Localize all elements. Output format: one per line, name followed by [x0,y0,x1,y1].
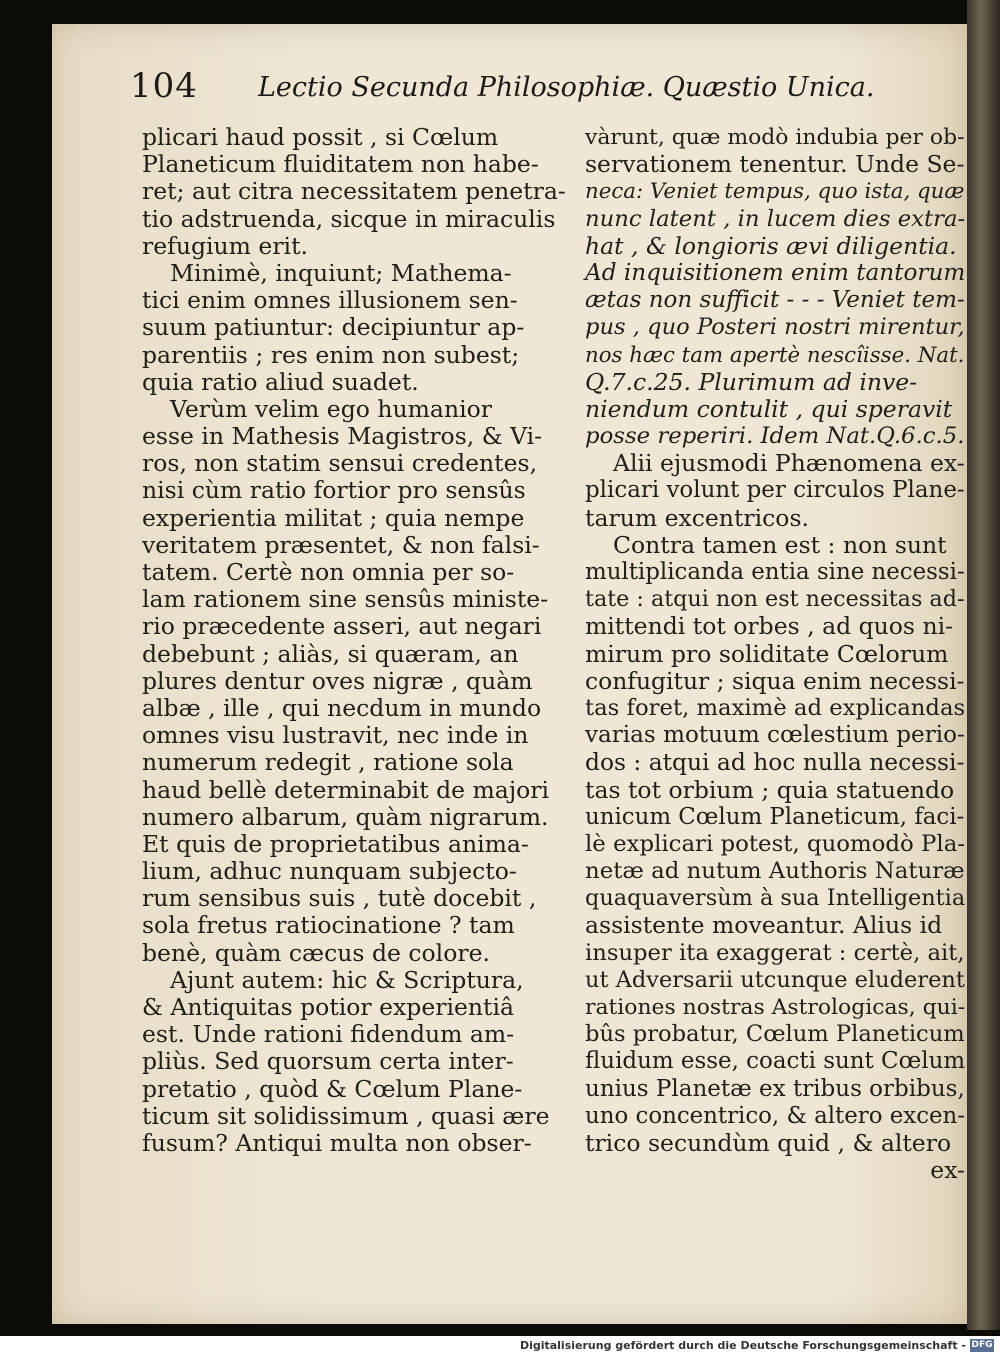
text-line: ticum sit solidissimum , quasi ære [142,1101,550,1130]
text-line: omnes visu lustravit, nec inde in [142,721,529,750]
text-line: unicum Cœlum Planeticum, faci- [585,803,965,830]
text-line: Q.7.c.25. Plurimum ad inve- [585,367,918,396]
dfg-logo: DFG [971,1340,993,1350]
text-line: mirum pro soliditate Cœlorum [585,639,949,668]
text-line: nunc latent , in lucem dies extra- [585,205,966,232]
text-line: nisi cùm ratio fortior pro sensûs [142,476,526,505]
left-text-column [142,124,567,1157]
footer-credit: Digitalisierung gefördert durch die Deutsche Forschungsgemeinschaft - [519,1339,966,1352]
text-line: nos hæc tam apertè nescîisse. Nat. [585,342,965,368]
text-line: refugium erit. [142,231,308,260]
text-line: tarum excentricos. [585,503,809,532]
text-line: pliùs. Sed quorsum certa inter- [142,1047,514,1076]
text-line: fluidum esse, coacti sunt Cœlum [585,1048,966,1075]
text-line: bûs probatur, Cœlum Planeticum [585,1021,965,1048]
text-line: quaquaversùm à sua Intelligentia [585,885,966,912]
text-line: servationem tenentur. Unde Se- [585,150,965,179]
text-line: numero albarum, quàm nigrarum. [142,802,549,831]
text-line: esse in Mathesis Magistros, & Vi- [142,422,543,451]
right-text-column [585,124,965,1184]
text-line: lam rationem sine sensûs ministe- [142,585,549,614]
text-line: insuper ita exaggerat : certè, ait, [585,939,965,966]
text-line: est. Unde rationi fidendum am- [142,1020,515,1049]
text-line: Contra tamen est : non sunt [613,530,947,559]
text-line: Ad inquisitionem enim tantorum [585,259,966,286]
text-line: parentiis ; res enim non subest; [142,340,520,369]
text-line: plicari haud possit , si Cœlum [142,123,499,151]
text-line: Alii ejusmodi Phænomena ex- [613,449,965,478]
text-line: multiplicanda entia sine necessi- [585,559,965,585]
text-line: ætas non sufficit - - - Veniet tem- [585,287,965,314]
text-line: trico secundùm quid , & altero [585,1128,952,1157]
text-line: tici enim omnes illusionem sen- [142,286,518,315]
text-line: suum patiuntur: decipiuntur ap- [142,313,525,342]
running-title: Lectio Secunda Philosophiæ. Quæstio Unica. [258,72,875,103]
text-line: rum sensibus suis , tutè docebit , [142,884,537,913]
text-line: ros, non statim sensui credentes, [142,449,538,478]
text-line: dos : atqui ad hoc nulla necessi- [585,748,965,777]
text-line: Planeticum fluiditatem non habe- [142,150,539,179]
text-line: lium, adhuc nunquam subjecto- [142,857,517,886]
text-line: fusum? Antiqui multa non obser- [142,1128,532,1157]
text-line: plures dentur oves nigræ , quàm [142,666,533,695]
text-line: pretatio , quòd & Cœlum Plane- [142,1074,523,1103]
text-line: tatem. Certè non omnia per so- [142,558,515,586]
text-line: experientia militat ; quia nempe [142,503,525,532]
text-line: sola fretus ratiocinatione ? tam [142,911,515,940]
text-line: debebunt ; aliàs, si quæram, an [142,639,519,668]
book-spine-edge [967,0,1000,1330]
text-line: Minimè, inquiunt; Mathema- [170,258,512,287]
text-line: Et quis de proprietatibus anima- [142,829,529,858]
text-line: quia ratio aliud suadet. [142,367,419,396]
text-line: plicari volunt per circulos Plane- [585,477,965,504]
text-line: ret; aut citra necessitatem penetra- [142,177,566,206]
digitization-footer [0,1336,1000,1356]
text-line: tate : atqui non est necessitas ad- [585,586,965,613]
text-line: veritatem præsentet, & non falsi- [142,530,540,559]
text-line: ut Adversarii utcunque eluderent [585,966,965,993]
text-line: Ajunt autem: hic & Scriptura, [170,965,524,994]
page-header [130,62,930,112]
text-line: varias motuum cœlestium perio- [585,722,965,749]
text-line: rationes nostras Astrologicas, qui- [585,995,966,1020]
text-line: hat , & longioris ævi diligentia. [585,231,957,260]
text-line: netæ ad nutum Authoris Naturæ [585,858,965,885]
text-line: albæ , ille , qui necdum in mundo [142,693,542,722]
text-line: rio præcedente asseri, aut negari [142,612,542,641]
text-line: tio adstruenda, sicque in miraculis [142,204,556,233]
text-line: assistente moveantur. Alius id [585,911,943,940]
text-line: neca: Veniet tempus, quo ista, quæ [585,179,965,205]
page-number: 104 [130,66,198,106]
text-line: & Antiquitas potior experientiâ [142,993,515,1021]
text-line: pus , quo Posteri nostri mirentur, [585,314,965,341]
text-line: lè explicari potest, quomodò Pla- [585,830,966,857]
text-line: uno concentrico, & altero excen- [585,1102,966,1129]
text-line: tas tot orbium ; quia statuendo [585,775,955,804]
text-line: haud bellè determinabit de majori [142,775,550,804]
text-line: tas foret, maximè ad explicandas [585,694,966,721]
text-line: confugitur ; siqua enim necessi- [585,666,965,695]
text-line: numerum redegit , ratione sola [142,748,514,777]
text-line: posse reperiri. Idem Nat.Q.6.c.5. [585,423,965,450]
text-line: Verùm velim ego humanior [170,394,492,423]
text-line: niendum contulit , qui speravit [585,394,953,423]
text-line: mittendi tot orbes , ad quos ni- [585,612,954,641]
text-line: unius Planetæ ex tribus orbibus, [585,1075,965,1102]
text-line: benè, quàm cæcus de colore. [142,938,490,967]
text-line: vàrunt, quæ modò indubia per ob- [585,125,965,150]
catchword: ex- [930,1156,965,1185]
